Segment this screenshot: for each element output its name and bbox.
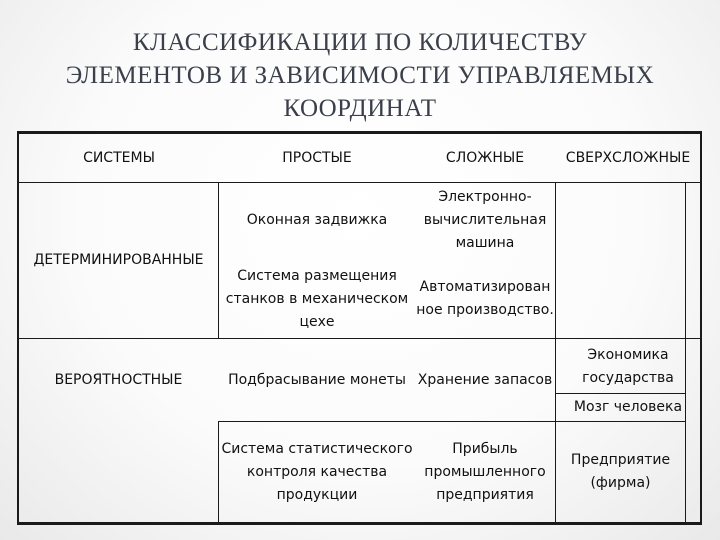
table-right-border xyxy=(700,131,702,525)
det-complex-2: Автоматизирован ное производство. xyxy=(416,279,554,318)
det-complex-1: Электронно- вычислительная машина xyxy=(423,188,547,251)
prob-supercomplex-2: Мозг человека xyxy=(573,399,683,415)
prob-supercomplex-1: Экономика государства xyxy=(582,346,674,386)
row-label-deterministic: ДЕТЕРМИНИРОВАННЫЕ xyxy=(33,252,204,268)
prob-simple-2: Система статистического контроля качества продукции xyxy=(221,440,413,503)
row-label-probabilistic: ВЕРОЯТНОСТНЫЕ xyxy=(54,371,183,388)
prob-complex-1: Хранение запасов xyxy=(417,371,553,388)
title-line-1: КЛАССИФИКАЦИИ ПО КОЛИЧЕСТВУ xyxy=(132,29,588,56)
title-line-3: КООРДИНАТ xyxy=(283,95,437,122)
prob-complex-2: Прибыль промышленного предприятия xyxy=(424,440,546,503)
header-simple: ПРОСТЫЕ xyxy=(282,149,352,166)
header-complex: СЛОЖНЫЕ xyxy=(445,149,525,166)
header-supercomplex: СВЕРХСЛОЖНЫЕ xyxy=(565,149,691,166)
prob-simple-1: Подбрасывание монеты xyxy=(228,371,406,388)
table-bottom-border xyxy=(17,522,702,525)
prob-supercomplex-3: Предприятие (фирма) xyxy=(570,452,671,491)
page-title xyxy=(40,26,680,125)
det-simple-2: Система размещения станков в механическом цехе xyxy=(225,267,409,330)
det-simple-1: Оконная задвижка xyxy=(246,211,388,228)
title-line-2: ЭЛЕМЕНТОВ И ЗАВИСИМОСТИ УПРАВЛЯЕМЫХ xyxy=(65,62,655,89)
header-systems: СИСТЕМЫ xyxy=(83,149,155,166)
